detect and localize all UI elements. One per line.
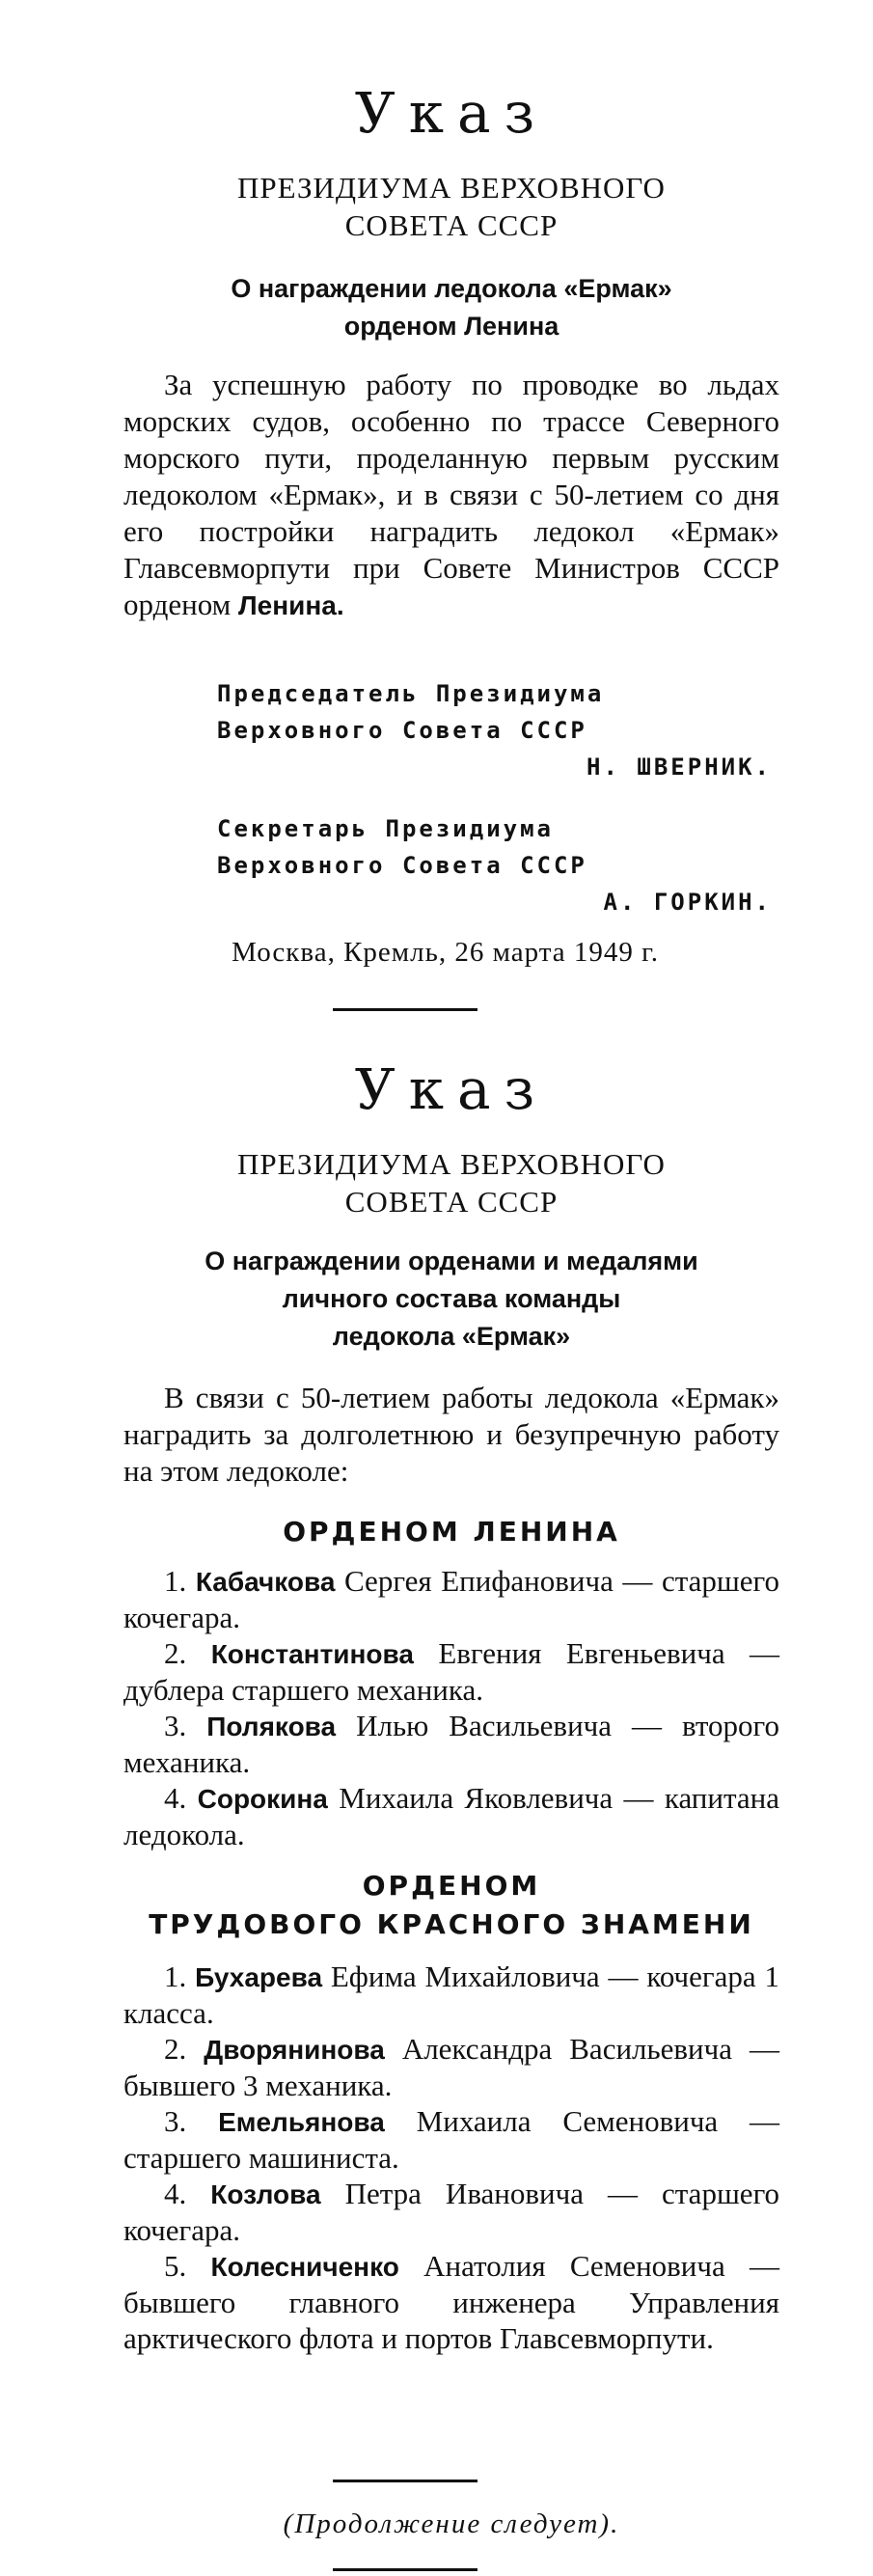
- list-item: [123, 1959, 779, 2031]
- decree2-subject-line2: личного состава команды: [282, 1284, 621, 1314]
- decree2-body-text: В связи с 50-летием работы ледокола «Ермак» наградить за долголетнюю и безупречную работу на этом ледоколе:: [123, 1381, 779, 1488]
- decree1-issuer-line2: СОВЕТА СССР: [344, 207, 559, 242]
- awardee-surname: Колесниченко: [210, 2252, 399, 2282]
- list-item: [123, 1780, 779, 1852]
- divider-rule: [333, 2568, 477, 2571]
- order-red-banner-list: [123, 1959, 779, 2356]
- decree2-title: Указ: [354, 1056, 549, 1122]
- chair-name: Н. ШВЕРНИК.: [587, 754, 772, 781]
- item-number: 1.: [164, 1959, 187, 1993]
- item-number: 3.: [164, 2104, 187, 2138]
- list-item: [123, 2176, 779, 2248]
- awardee-surname: Дворянинова: [204, 2035, 385, 2065]
- item-number: 4.: [164, 2177, 187, 2210]
- item-number: 5.: [164, 2249, 187, 2283]
- list-item: [123, 1708, 779, 1780]
- item-number: 2.: [164, 1636, 187, 1670]
- divider-rule: [333, 1008, 477, 1011]
- order-red-banner-heading-block: [123, 1867, 779, 1944]
- decree2-header: [123, 1056, 779, 1122]
- secretary-title-line2: Верховного Совета СССР: [217, 852, 587, 879]
- awardee-surname: Полякова: [206, 1712, 337, 1741]
- continuation-note: (Продолжение следует).: [283, 2508, 620, 2539]
- decree2-issuer-line1: ПРЕЗИДИУМА ВЕРХОВНОГО: [237, 1147, 666, 1181]
- place-date: Москва, Кремль, 26 марта 1949 г.: [232, 937, 659, 968]
- list-item: [123, 2103, 779, 2176]
- awardee-details: Ефима Михайловича — кочегара 1 класса.: [123, 1959, 779, 2030]
- item-number: 3.: [164, 1709, 187, 1742]
- awardee-details: Петра Ивановича — старшего кочегара.: [123, 2177, 780, 2247]
- decree2-body: [123, 1380, 779, 1490]
- item-number: 2.: [164, 2032, 187, 2066]
- chair-title-line2: Верховного Совета СССР: [217, 717, 587, 744]
- order-lenin-list: [123, 1563, 779, 1852]
- divider-rule: [333, 2480, 477, 2482]
- item-number: 4.: [164, 1781, 187, 1815]
- list-item: [123, 2248, 779, 2356]
- awardee-surname: Емельянова: [218, 2107, 385, 2137]
- awardee-surname: Кабачкова: [195, 1567, 336, 1597]
- list-item: [123, 1635, 779, 1708]
- secretary-name: А. ГОРКИН.: [603, 889, 772, 916]
- awardee-surname: Константинова: [210, 1639, 414, 1669]
- order-lenin-heading-block: [123, 1513, 779, 1551]
- chair-title-line1: Председатель Президиума: [217, 680, 605, 707]
- decree1-body-main: За успешную работу по проводке во льдах морских судов, особенно по трассе Северного морского пути, проделанную первым русским ледоколом «Ермак», и в связи с 50-летием со дня его постройки наградить ледокол «Ермак» Главсевморпути при Совете Министров СССР орденом: [123, 368, 779, 621]
- decree2-subject-line1: О награждении орденами и медалями: [205, 1247, 698, 1275]
- decree2-subject-line3: ледокола «Ермак»: [332, 1322, 571, 1352]
- decree2-subject: [123, 1243, 779, 1356]
- list-item: [123, 1563, 779, 1635]
- awardee-details: Анатолия Семеновича — бывшего главного инженера Управления арктического флота и портов Главсевморпути.: [123, 2249, 780, 2355]
- decree1-subject-line1: О награждении ледокола «Ермак»: [231, 274, 672, 303]
- decree1-header: [123, 80, 779, 146]
- awardee-details: Илью Васильевича — второго механика.: [123, 1709, 779, 1779]
- decree1-issuer: [123, 170, 779, 245]
- decree1-place-date: [114, 934, 659, 971]
- decree1-secretary-signature: [217, 810, 772, 920]
- secretary-title-line1: Секретарь Президиума: [217, 815, 554, 842]
- item-number: 1.: [164, 1564, 187, 1598]
- decree2-issuer: [123, 1146, 779, 1221]
- decree2-issuer-line2: СОВЕТА СССР: [344, 1184, 559, 1219]
- awardee-details: Евгения Евгеньевича — дублера старшего механика.: [123, 1636, 780, 1707]
- decree1-title: Указ: [354, 80, 549, 146]
- awardee-details: Сергея Епифановича — старшего кочегара.: [123, 1564, 779, 1634]
- decree1-body: [123, 367, 779, 624]
- awardee-surname: Козлова: [210, 2179, 321, 2209]
- continuation-block: [123, 2508, 779, 2540]
- decree1-body-text: [123, 367, 779, 624]
- order-red-banner-heading-line1: ОРДЕНОМ: [362, 1870, 541, 1902]
- awardee-surname: Бухарева: [195, 1962, 323, 1992]
- awardee-details: Александра Васильевича — бывшего 3 механика.: [123, 2032, 779, 2102]
- awardee-details: Михаила Яковлевича — капитана ледокола.: [123, 1781, 780, 1851]
- decree1-subject: [123, 270, 779, 345]
- awardee-surname: Сорокина: [197, 1784, 328, 1814]
- decree1-subject-line2: орденом Ленина: [343, 312, 559, 342]
- order-red-banner-heading-line2: ТРУДОВОГО КРАСНОГО ЗНАМЕНИ: [149, 1908, 754, 1940]
- decree1-issuer-line1: ПРЕЗИДИУМА ВЕРХОВНОГО: [237, 171, 666, 205]
- decree1-chair-signature: [217, 675, 772, 785]
- list-item: [123, 2031, 779, 2103]
- order-lenin-heading: ОРДЕНОМ ЛЕНИНА: [283, 1516, 620, 1548]
- awardee-details: Михаила Семеновича — старшего машиниста.: [123, 2104, 780, 2175]
- decree1-body-bold: Ленина.: [238, 590, 344, 620]
